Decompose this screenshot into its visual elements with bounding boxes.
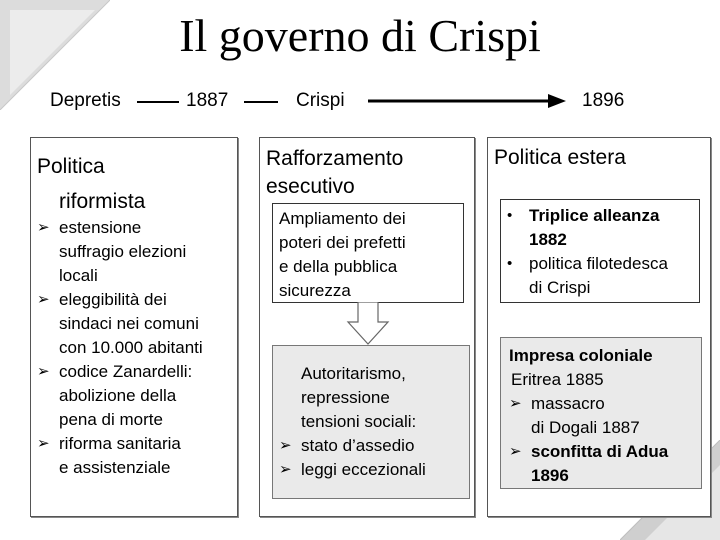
list-item: ➢ codice Zanardelli: abolizione della pena di morte [37, 362, 193, 429]
timeline-1887: 1887 [186, 90, 229, 111]
list-item: ➢ massacro di Dogali 1887 [509, 394, 640, 437]
arrow-bullet-icon: ➢ [279, 437, 292, 454]
box-impresa-coloniale: Impresa coloniale Eritrea 1885 ➢ massacro di Dogali 1887 ➢ sconfitta di Adua 1896 [500, 337, 702, 489]
heading-line2: esecutivo [266, 175, 355, 198]
timeline-arrow-icon [368, 92, 568, 110]
column-politica-estera [487, 137, 711, 517]
column-rafforzamento-esecutivo [259, 137, 475, 517]
arrow-bullet-icon: ➢ [279, 461, 292, 478]
list-item: • Triplice alleanza 1882 [507, 206, 660, 249]
list-item: ➢ sconfitta di Adua 1896 [509, 442, 669, 485]
box-ampliamento-poteri: Ampliamento dei poteri dei prefetti e della pubblica sicurezza [272, 203, 464, 303]
timeline-crispi: Crispi [296, 90, 345, 111]
heading: Politica estera [494, 146, 626, 169]
timeline-1896: 1896 [582, 90, 625, 111]
timeline-line [137, 101, 179, 103]
reform-list [37, 216, 237, 480]
list-item: ➢ riforma sanitaria e assistenziale [37, 434, 181, 477]
timeline-depretis: Depretis [50, 90, 121, 111]
column-politica-riformista [30, 137, 238, 517]
page-title: Il governo di Crispi [179, 10, 541, 61]
list-item: ➢ eleggibilità dei sindaci nei comuni con 10.000 abitanti [37, 290, 203, 357]
bullet-dot-icon: • [507, 207, 513, 224]
arrow-bullet-icon: ➢ [37, 291, 50, 308]
bullet-dot-icon: • [507, 255, 513, 272]
box-triplice-alleanza [500, 199, 700, 303]
heading-line2: riformista [59, 190, 146, 213]
list-item: • politica filotedesca di Crispi [507, 254, 668, 297]
heading-line1: Rafforzamento [266, 147, 404, 170]
arrow-bullet-icon: ➢ [37, 219, 50, 236]
arrow-bullet-icon: ➢ [37, 435, 50, 452]
arrow-bullet-icon: ➢ [509, 443, 522, 460]
box-autoritarismo: Autoritarismo, repressione tensioni sociali: ➢ stato d’assedio ➢ leggi eccezionali [272, 345, 470, 499]
list-item: ➢ leggi eccezionali [279, 458, 469, 482]
arrow-bullet-icon: ➢ [509, 395, 522, 412]
list-item: ➢ stato d’assedio [279, 434, 469, 458]
timeline-line [244, 101, 278, 103]
arrow-bullet-icon: ➢ [37, 363, 50, 380]
heading-line1: Politica [37, 155, 105, 178]
down-arrow-icon [346, 302, 390, 346]
list-item: ➢ estensione suffragio elezioni locali [37, 218, 187, 285]
